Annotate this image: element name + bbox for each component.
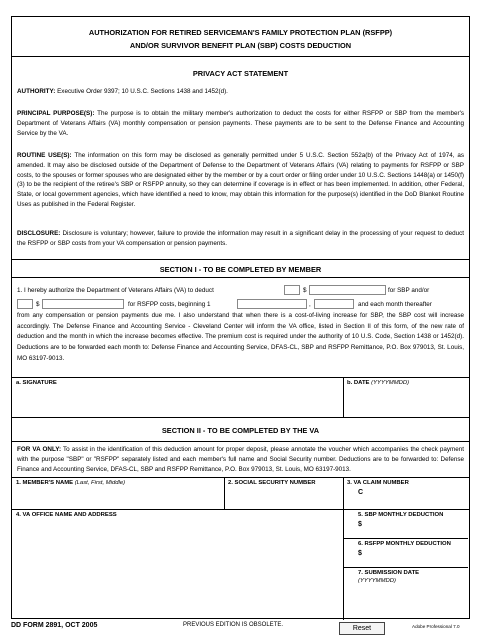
purpose-text: The purpose is to obtain the military member's authorization to deduct the costs for either RSFPP or SBP from the member's Department of Veterans Affairs (VA) monthly compensation or pension payments. These payments are to be sent to the Defense Finance and Accounting Service by the VA. bbox=[17, 110, 464, 137]
routine-label: ROUTINE USE(S): bbox=[17, 152, 72, 159]
divider bbox=[12, 377, 469, 378]
disclosure-label: DISCLOSURE: bbox=[17, 230, 61, 237]
rsfpp-deduction-field[interactable]: $ bbox=[358, 550, 362, 557]
divider bbox=[343, 477, 344, 620]
software-version: Adobe Professional 7.0 bbox=[412, 624, 460, 629]
member-name-field[interactable] bbox=[16, 488, 221, 508]
divider bbox=[12, 259, 469, 260]
divider bbox=[343, 567, 468, 568]
signature-label: a. SIGNATURE bbox=[16, 380, 57, 386]
rsfpp-amount-field[interactable] bbox=[42, 299, 124, 309]
begin-month-field[interactable] bbox=[237, 299, 307, 309]
divider bbox=[12, 277, 469, 278]
disclosure-text: Disclosure is voluntary; however, failure to provide the information may result in a significant delay in the processing of your request to deduct the RSFPP or SBP costs from your VA compensation or pension payments. bbox=[17, 230, 464, 247]
va-office-field[interactable] bbox=[16, 520, 340, 618]
divider bbox=[12, 441, 469, 442]
divider bbox=[12, 56, 469, 57]
item1-intro: 1. I hereby authorize the Department of Veterans Affairs (VA) to deduct bbox=[17, 287, 214, 294]
authority-paragraph bbox=[17, 87, 464, 97]
date-label: b. DATE (YYYYMMDD) bbox=[347, 380, 410, 386]
section1-heading: SECTION I - TO BE COMPLETED BY MEMBER bbox=[159, 265, 322, 274]
obsolete-notice: PREVIOUS EDITION IS OBSOLETE. bbox=[183, 622, 284, 628]
rsfpp-deduction-label: 6. RSFPP MONTHLY DEDUCTION bbox=[358, 541, 451, 547]
divider bbox=[343, 538, 468, 539]
purpose-label: PRINCIPAL PURPOSE(S): bbox=[17, 110, 95, 117]
each-month-text: and each month thereafter bbox=[358, 301, 432, 308]
item1-body: from any compensation or pension payments due me. I also understand that when there is a cost-of-living increase for SBP, the SBP cost will increase accordingly. The Defense Finance and Accounting Service - Cleveland Center will inform the VA office, listed in Section II of this form, of the new rate of deduction and the month in which the increase becomes effective. The premium cost is required under the authority of 10 U.S. Code, Section 1438 or 1452(d). Deductions are to be forwarded each month to: Defense Finance and Accounting Service, DFAS-CL, SBP and RSFPP Remittance, P.O. Box 979013, St. Louis, MO 63197-9013. bbox=[17, 312, 464, 362]
reset-button[interactable]: Reset bbox=[339, 622, 385, 635]
va-only-paragraph bbox=[17, 445, 464, 474]
begin-year-field[interactable] bbox=[314, 299, 354, 309]
deduct-checkbox-rsfpp[interactable] bbox=[17, 299, 33, 309]
comma: , bbox=[309, 301, 311, 308]
form-id: DD FORM 2891, OCT 2005 bbox=[11, 622, 98, 629]
submission-date-label: 7. SUBMISSION DATE bbox=[358, 570, 420, 576]
ssn-field[interactable] bbox=[228, 488, 340, 508]
va-claim-label: 3. VA CLAIM NUMBER bbox=[347, 480, 409, 486]
sbp-deduction-label: 5. SBP MONTHLY DEDUCTION bbox=[358, 512, 444, 518]
member-name-label: 1. MEMBER'S NAME (Last, First, Middle) bbox=[16, 480, 126, 486]
purpose-paragraph bbox=[17, 109, 464, 138]
divider bbox=[12, 417, 469, 418]
divider bbox=[224, 477, 225, 509]
for-sbp-text: for SBP and/or bbox=[388, 287, 430, 294]
routine-use-paragraph bbox=[17, 151, 464, 210]
va-office-label: 4. VA OFFICE NAME AND ADDRESS bbox=[16, 512, 117, 518]
date-field[interactable] bbox=[347, 388, 465, 416]
disclosure-paragraph bbox=[17, 229, 464, 249]
signature-field[interactable] bbox=[16, 388, 341, 416]
authority-text: Executive Order 9397; 10 U.S.C. Sections 1438 and 1452(d). bbox=[55, 88, 228, 95]
for-rsfpp-text: for RSFPP costs, beginning 1 bbox=[128, 301, 211, 308]
dollar-sign: $ bbox=[36, 301, 40, 308]
authority-label: AUTHORITY: bbox=[17, 88, 56, 95]
va-only-label: FOR VA ONLY: bbox=[17, 446, 62, 453]
submission-date-field[interactable] bbox=[347, 587, 465, 617]
sbp-deduction-field[interactable]: $ bbox=[358, 521, 362, 528]
form-frame bbox=[11, 16, 470, 619]
va-claim-field[interactable]: C bbox=[358, 489, 364, 496]
divider bbox=[12, 509, 469, 510]
deduct-checkbox-sbp[interactable] bbox=[284, 285, 300, 295]
routine-text: The information on this form may be disclosed as generally permitted under 5 U.S.C. Section 552a(b) of the Privacy Act of 1974, as amended. It may also be disclosed outside of the Department of Defense to the Department of Veterans Affairs (VA) relating to payments for RSFPP or SBP costs, to the spouses or former spouses who are designated either by the member or by a court order or filing order under 10 U.S.C. Sections 1448(a) or 1450(f)(3) to be the recipient of the retiree's SBP or RSFPP annuity, so they can determine if coverage is in effect or has been implemented. In addition, other Federal, State, or local government agencies, which have identified a need to know, may obtain this information for the purpose(s) identified in the DoD Blanket Routine Uses as published in the Federal Register. bbox=[17, 152, 464, 208]
va-only-text: To assist in the identification of this deduction amount for proper deposit, please annotate the voucher which accompanies the check payment with the purpose "SBP" or "RSFPP" separately listed and each member's full name and Social Security number. Deductions are to be forwarded to: Defense Finance and Accounting Service, DFAS-CL, SBP and RSFPP Remittance, P.O. Box 979013, St. Louis, MO 63197-9013. bbox=[17, 446, 464, 473]
privacy-heading: PRIVACY ACT STATEMENT bbox=[192, 69, 289, 78]
dollar-sign: $ bbox=[303, 287, 307, 294]
divider bbox=[343, 377, 344, 417]
divider bbox=[12, 477, 469, 478]
form-title-line1: AUTHORIZATION FOR RETIRED SERVICEMAN'S FAMILY PROTECTION PLAN (RSFPP) bbox=[88, 28, 393, 37]
submission-date-format: (YYYYMMDD) bbox=[358, 578, 396, 584]
section2-heading: SECTION II - TO BE COMPLETED BY THE VA bbox=[161, 426, 320, 435]
sbp-amount-field[interactable] bbox=[309, 285, 386, 295]
ssn-label: 2. SOCIAL SECURITY NUMBER bbox=[228, 480, 316, 486]
form-title-line2: AND/OR SURVIVOR BENEFIT PLAN (SBP) COSTS DEDUCTION bbox=[129, 41, 352, 50]
